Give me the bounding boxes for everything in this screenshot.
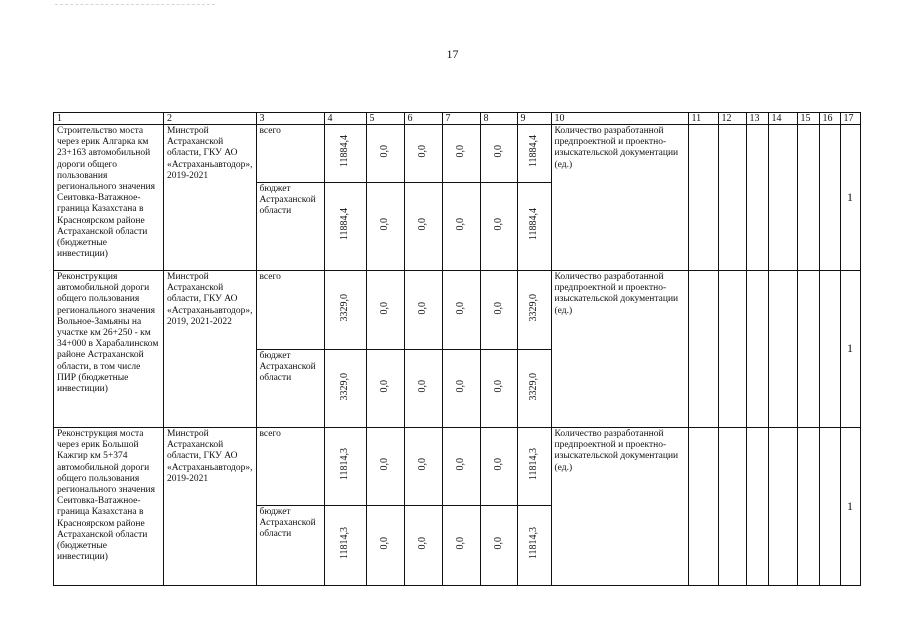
header-cell: 12: [718, 113, 746, 125]
header-cell: 7: [442, 113, 480, 125]
funding-source: всего: [256, 428, 324, 506]
funding-source: бюджет Астраханской области: [256, 506, 324, 586]
value-cell: 0,0: [480, 350, 517, 428]
value-cell: 3329,0: [324, 271, 366, 350]
empty-cell: [688, 271, 718, 428]
indicator: Количество разработанной предпроектной и проектно-изыскательской документации (ед.): [551, 125, 688, 271]
value-cell: 0,0: [404, 271, 442, 350]
funding-source: бюджет Астраханской области: [256, 183, 324, 271]
value-cell: 11884,4: [324, 125, 366, 183]
header-cell: 10: [551, 113, 688, 125]
value-cell: 0,0: [442, 271, 480, 350]
value-cell: 0,0: [442, 125, 480, 183]
header-cell: 6: [404, 113, 442, 125]
value-cell: 0,0: [404, 506, 442, 586]
executor: Минстрой Астраханской области, ГКУ АО «Астраханьавтодор», 2019-2021: [164, 428, 257, 586]
project-name: Реконструкция моста через ерик Большой Кажгир км 5+374 автомобильной дороги общего пользования регионального значения Сеитовка-Ватажное-граница Казахстана в Красноярском районе Астраханской области (бюджетные инвестиции): [54, 428, 164, 586]
value-cell: 11814,3: [517, 506, 551, 586]
value-cell: 0,0: [480, 428, 517, 506]
value-col17: 1: [840, 125, 860, 271]
empty-cell: [819, 428, 840, 586]
empty-cell: [797, 125, 819, 271]
value-cell: 0,0: [442, 506, 480, 586]
header-cell: 5: [366, 113, 404, 125]
empty-cell: [688, 125, 718, 271]
header-cell: 2: [164, 113, 257, 125]
value-cell: 11884,4: [517, 125, 551, 183]
header-cell: 4: [324, 113, 366, 125]
value-cell: 11814,3: [324, 506, 366, 586]
header-cell: 17: [840, 113, 860, 125]
value-cell: 11814,3: [517, 428, 551, 506]
value-cell: 3329,0: [517, 350, 551, 428]
value-cell: 0,0: [442, 183, 480, 271]
project-name: Строительство моста через ерик Алгарка км 23+163 автомобильной дороги общего пользования регионального значения Сеитовка-Ватажное-граница Казахстана в Красноярском районе Астраханской области (бюджетные инвестиции): [54, 125, 164, 271]
value-cell: 0,0: [442, 350, 480, 428]
value-cell: 0,0: [404, 428, 442, 506]
scan-artifact: [55, 4, 215, 9]
value-cell: 0,0: [366, 428, 404, 506]
value-cell: 11884,4: [517, 183, 551, 271]
header-cell: 11: [688, 113, 718, 125]
value-cell: 0,0: [366, 506, 404, 586]
value-cell: 0,0: [480, 183, 517, 271]
executor: Минстрой Астраханской области, ГКУ АО «Астраханьавтодор», 2019-2021: [164, 125, 257, 271]
value-cell: 0,0: [404, 183, 442, 271]
value-cell: 0,0: [442, 428, 480, 506]
empty-cell: [718, 125, 746, 271]
empty-cell: [718, 428, 746, 586]
header-cell: 1: [54, 113, 164, 125]
value-cell: 11884,4: [324, 183, 366, 271]
value-cell: 0,0: [480, 125, 517, 183]
value-cell: 0,0: [366, 350, 404, 428]
table-row: [54, 271, 861, 350]
table-row: [54, 125, 861, 183]
executor: Минстрой Астраханской области, ГКУ АО «Астраханьавтодор», 2019, 2021-2022: [164, 271, 257, 428]
funding-source: бюджет Астраханской области: [256, 350, 324, 428]
empty-cell: [746, 428, 768, 586]
empty-cell: [688, 428, 718, 586]
empty-cell: [718, 271, 746, 428]
value-col17: 1: [840, 271, 860, 428]
value-cell: 0,0: [404, 125, 442, 183]
value-col17: 1: [840, 428, 860, 586]
empty-cell: [746, 125, 768, 271]
value-cell: 0,0: [366, 271, 404, 350]
program-table: [53, 112, 861, 586]
value-cell: 3329,0: [517, 271, 551, 350]
header-row: [54, 113, 861, 125]
value-cell: 0,0: [366, 183, 404, 271]
value-cell: 3329,0: [324, 350, 366, 428]
empty-cell: [768, 125, 797, 271]
empty-cell: [797, 428, 819, 586]
value-cell: 0,0: [480, 271, 517, 350]
empty-cell: [819, 125, 840, 271]
empty-cell: [768, 428, 797, 586]
indicator: Количество разработанной предпроектной и проектно-изыскательской документации (ед.): [551, 428, 688, 586]
funding-source: всего: [256, 271, 324, 350]
empty-cell: [797, 271, 819, 428]
header-cell: 14: [768, 113, 797, 125]
header-cell: 3: [256, 113, 324, 125]
value-cell: 0,0: [480, 506, 517, 586]
header-cell: 16: [819, 113, 840, 125]
page-number: 17: [446, 47, 459, 61]
empty-cell: [768, 271, 797, 428]
empty-cell: [746, 271, 768, 428]
project-name: Реконструкция автомобильной дороги общего пользования регионального значения Вольное-Замьяны на участке км 26+250 - км 34+000 в Харабалинском районе Астраханской области, в том числе ПИР (бюджетные инвестиции): [54, 271, 164, 428]
empty-cell: [819, 271, 840, 428]
header-cell: 8: [480, 113, 517, 125]
table-row: [54, 428, 861, 506]
value-cell: 11814,3: [324, 428, 366, 506]
value-cell: 0,0: [366, 125, 404, 183]
header-cell: 13: [746, 113, 768, 125]
funding-source: всего: [256, 125, 324, 183]
indicator: Количество разработанной предпроектной и проектно-изыскательской документации (ед.): [551, 271, 688, 428]
value-cell: 0,0: [404, 350, 442, 428]
header-cell: 9: [517, 113, 551, 125]
header-cell: 15: [797, 113, 819, 125]
